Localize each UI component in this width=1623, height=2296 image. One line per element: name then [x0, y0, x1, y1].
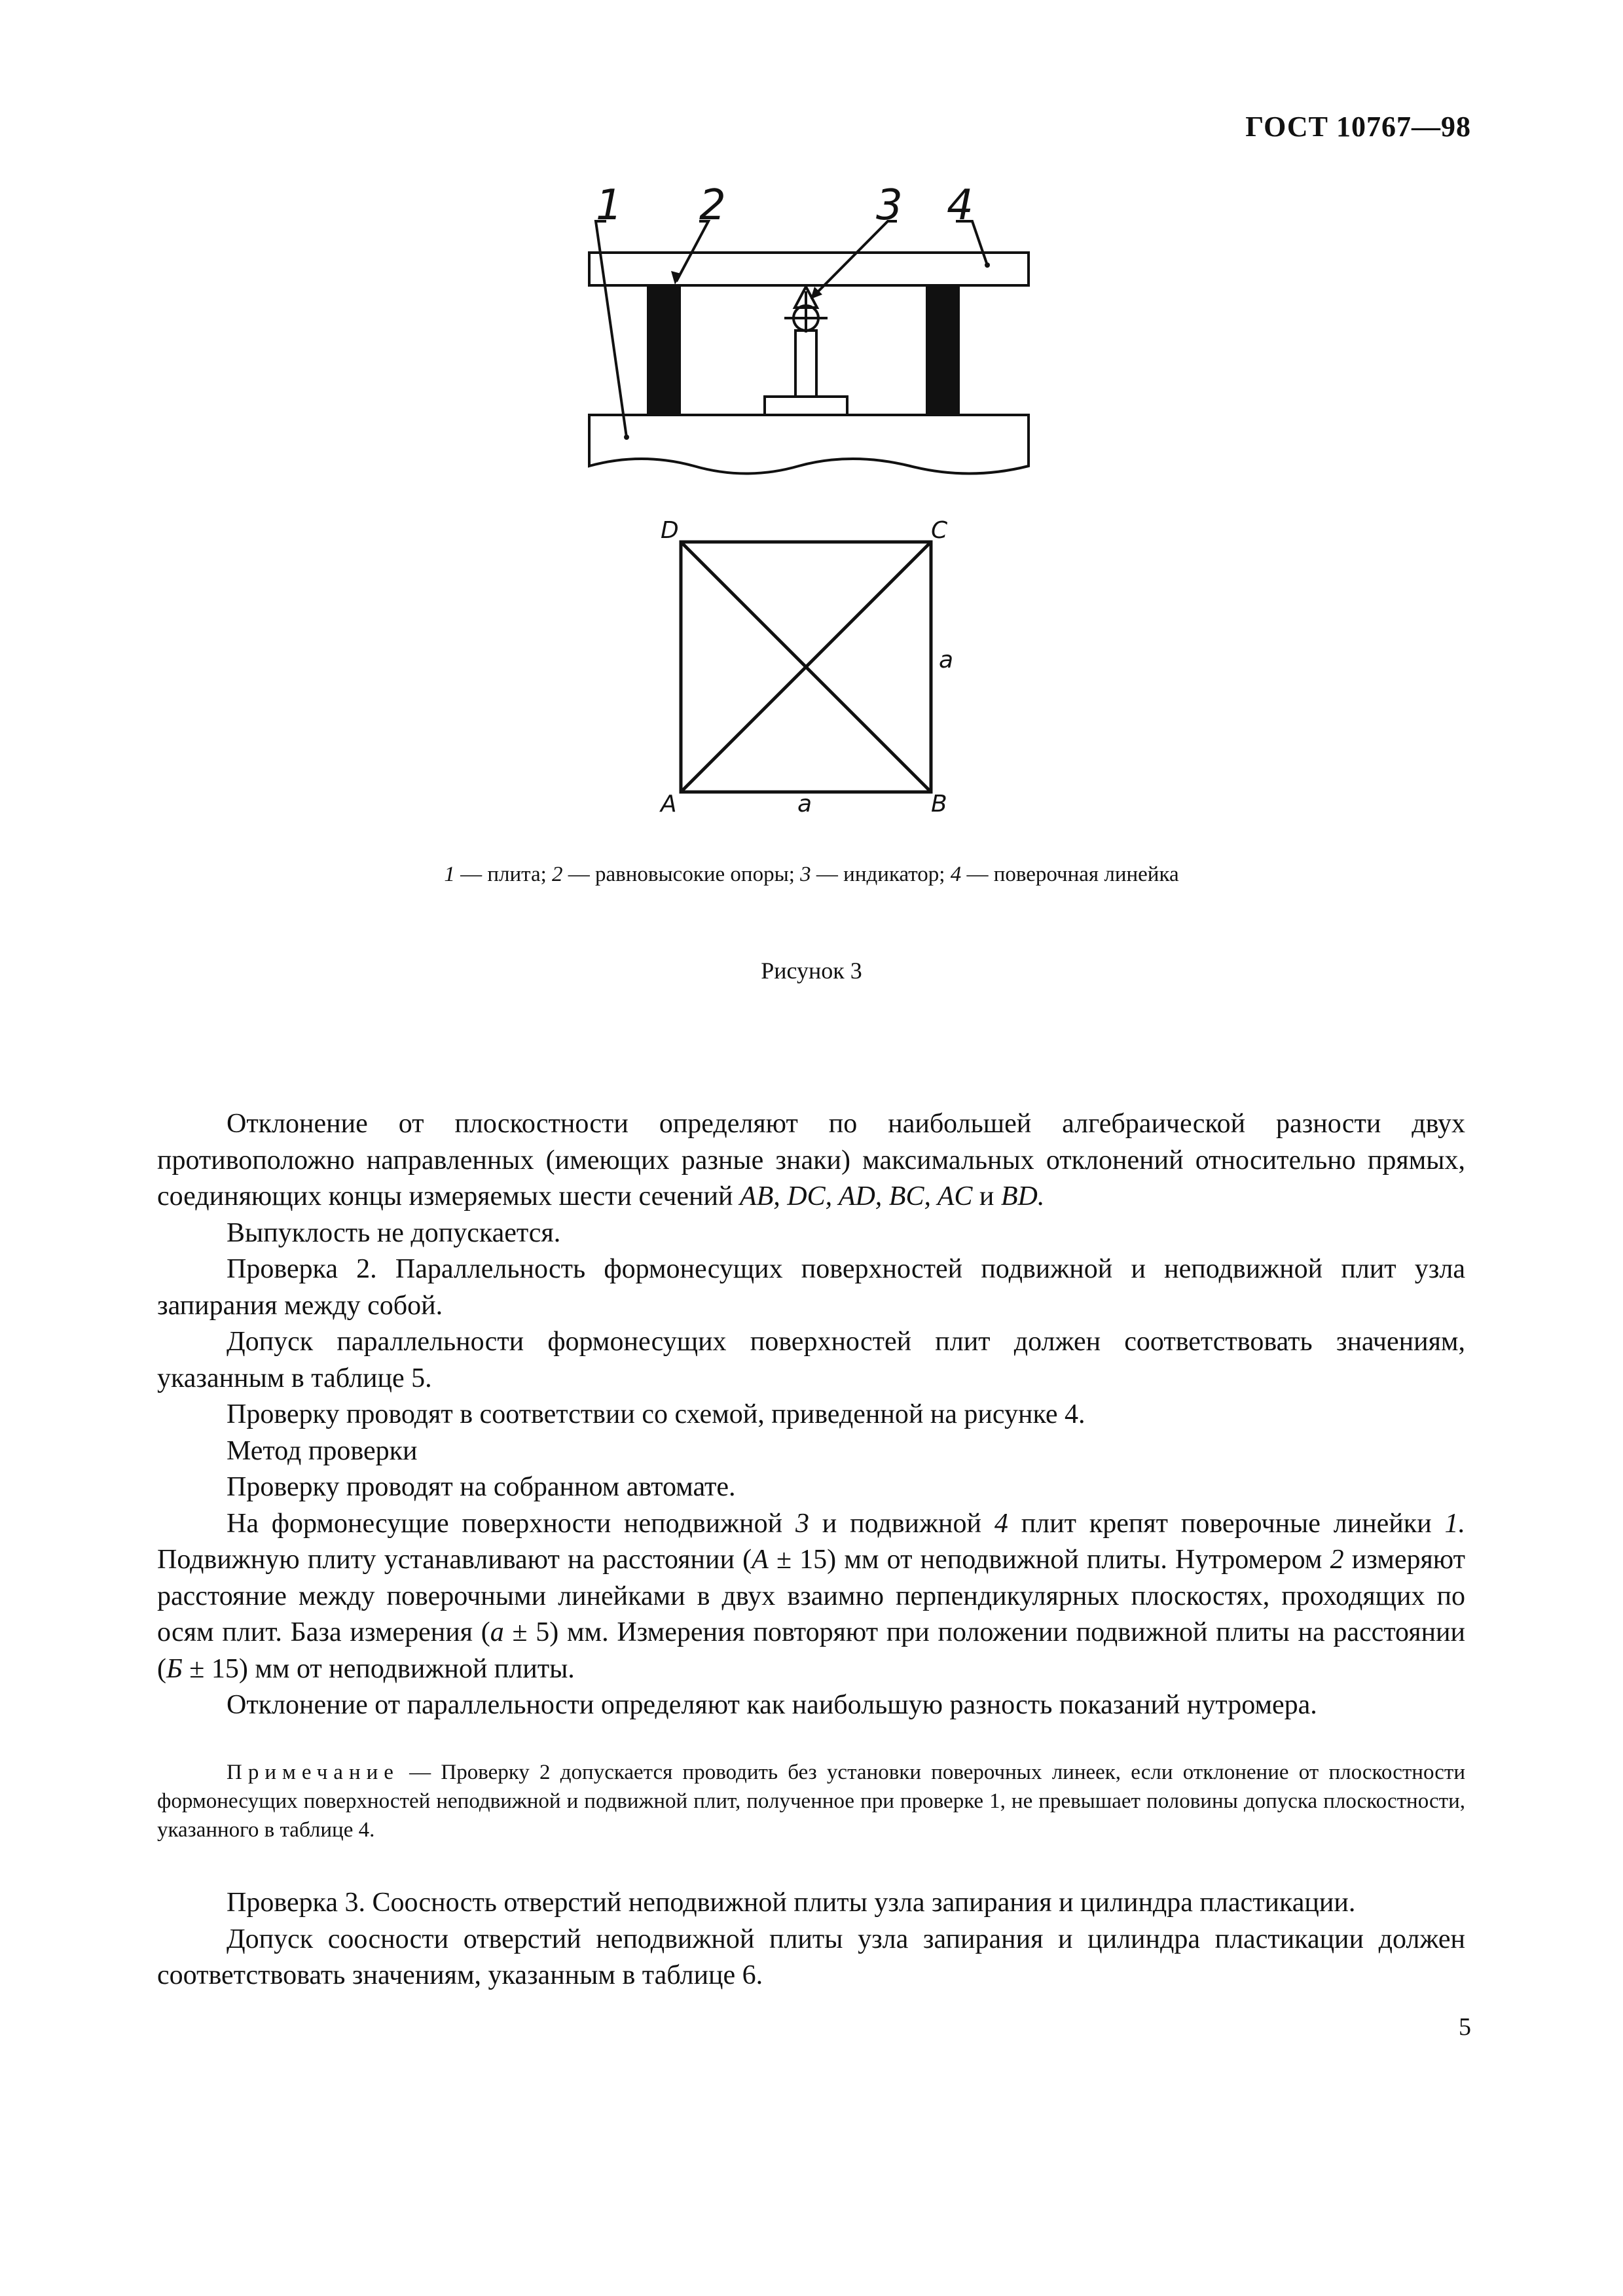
corner-b: B [931, 791, 947, 817]
paragraph-procedure: На формонесущие поверхности неподвижной 3 и подвижной 4 плит крепят поверочные линейки 1. Подвижную плиту устанавливают на расстоянии (А ± 15) мм от неподвижной плиты. Нутромером 2 измеряют расстояние между поверочными линейками в двух взаимно перпендикулярных плоскостях, проходящих по осям плит. База измерения (а ± 5) мм. Измерения повторяют при положении подвижной плиты на расстоянии (Б ± 15) мм от неподвижной плиты. [157, 1508, 1466, 1684]
indicator-stem [795, 331, 816, 397]
plate-body [589, 415, 1029, 474]
paragraph-deviation: Отклонение от параллельности определяют как наибольшую разность показаний нутромера. [227, 1690, 1317, 1720]
figure-caption: Рисунок 3 [761, 958, 862, 984]
paragraph-flatness: Отклонение от плоскостности определяют по наибольшей алгебраической разности двух противоположно направленных (имеющих разные знаки) максимальных отклонений относительно прямых, соединяющих концы измеряемых шести сечений AB, DC, AD, BC, AC и BD. [157, 1109, 1465, 1211]
corner-a: A [661, 791, 677, 817]
note-text: — Проверку 2 допускается проводить без установки поверочных линеек, если отклонение от плоскостности формонесущих поверхностей неподвижной и подвижной плит, полученное при проверке 1, не превышает половины допуска плоскостности, указанного в таблице 4. [157, 1761, 1465, 1842]
document-code: ГОСТ 10767—98 [1245, 111, 1471, 143]
side-label-right: a [939, 647, 954, 673]
callout-1: 1 [596, 181, 623, 230]
paragraph-check-3: Проверка 3. Соосность отверстий неподвижной плиты узла запирания и цилиндра пластикации. [227, 1888, 1356, 1918]
corner-d: D [661, 517, 679, 544]
callout-3: 3 [876, 181, 903, 230]
paragraph-assembled: Проверку проводят на собранном автомате. [227, 1472, 736, 1502]
side-label-bottom: a [797, 791, 812, 817]
support-right [926, 285, 960, 415]
support-left [647, 285, 681, 415]
page-number: 5 [1459, 2013, 1471, 2041]
callout-4: 4 [947, 181, 974, 230]
leader-1-dot [624, 435, 629, 440]
paragraph-tolerance: Допуск параллельности формонесущих поверхностей плит должен соответствовать значениям, указанным в таблице 5. [157, 1327, 1465, 1393]
paragraph-check-2: Проверка 2. Параллельность формонесущих поверхностей подвижной и неподвижной плит узла запирания между собой. [157, 1254, 1465, 1321]
square-abcd [681, 542, 931, 792]
note-label: Примечание [227, 1761, 399, 1784]
indicator-base [765, 397, 847, 415]
paragraph-scheme-ref: Проверку проводят в соответствии со схемой, приведенной на рисунке 4. [227, 1399, 1085, 1429]
figure-legend: 1 — плита; 2 — равновысокие опоры; 3 — индикатор; 4 — поверочная линейка [444, 863, 1179, 886]
body-text-continued [157, 1885, 1465, 1994]
note-block [157, 1758, 1465, 1844]
paragraph-convexity: Выпуклость не допускается. [227, 1217, 561, 1248]
paragraph-coaxial-tolerance: Допуск соосности отверстий неподвижной плиты узла запирания и цилиндра пластикации должен соответствовать значениям, указанным в таблице 6. [157, 1924, 1465, 1990]
paragraph-method-title: Метод проверки [227, 1435, 418, 1466]
leader-4-dot [985, 262, 990, 268]
figure-3-drawing [0, 0, 1623, 851]
corner-c: C [931, 517, 948, 544]
ruler-bar [589, 253, 1029, 285]
body-text [157, 1106, 1465, 1724]
callout-2: 2 [699, 181, 726, 230]
